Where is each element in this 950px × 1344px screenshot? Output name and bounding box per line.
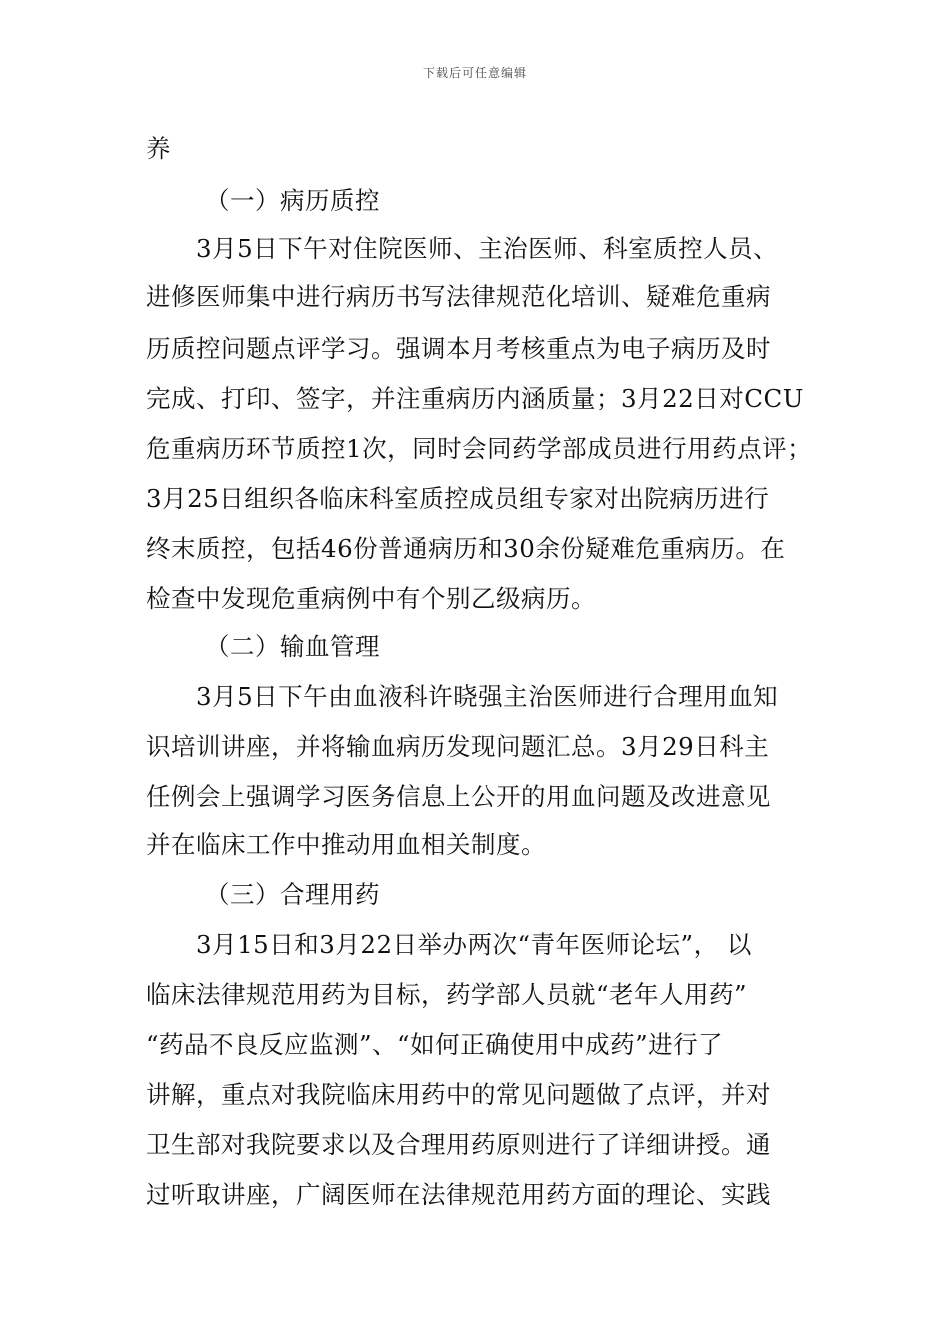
- body-text-line: 危重病历环节质控1次，同时会同药学部成员进行用药点评；: [146, 434, 813, 463]
- page-header: 下载后可任意编辑: [422, 66, 527, 80]
- section-heading: （一）病历质控: [205, 186, 380, 215]
- body-text-line: 识培训讲座，并将输血病历发现问题汇总。3月29日科主: [146, 732, 770, 761]
- body-text-line: 临床法律规范用药为目标，药学部人员就“老年人用药”: [146, 980, 748, 1009]
- body-text-line: 任例会上强调学习医务信息上公开的用血问题及改进意见: [146, 782, 771, 811]
- body-text-line: “药品不良反应监测”、“如何正确使用中成药”进行了: [146, 1030, 724, 1059]
- paragraph-first-line: 3月15日和3月22日举办两次“青年医师论坛”， 以: [196, 930, 752, 959]
- body-text-line: 完成、打印、签字，并注重病历内涵质量；3月22日对CCU: [146, 384, 804, 413]
- body-text-line: 讲解，重点对我院临床用药中的常见问题做了点评，并对: [146, 1080, 771, 1109]
- body-text-line: 终末质控，包括46份普通病历和30余份疑难危重病历。在: [146, 534, 786, 563]
- section-heading: （三）合理用药: [205, 880, 380, 909]
- paragraph-first-line: 3月5日下午对住院医师、主治医师、科室质控人员、: [196, 234, 779, 263]
- body-text-line: 历质控问题点评学习。强调本月考核重点为电子病历及时: [146, 334, 771, 363]
- body-text-line: 养: [146, 134, 171, 163]
- body-text-line: 过听取讲座，广阔医师在法律规范用药方面的理论、实践: [146, 1180, 771, 1209]
- body-text-line: 3月25日组织各临床科室质控成员组专家对出院病历进行: [146, 484, 770, 513]
- body-text-line: 卫生部对我院要求以及合理用药原则进行了详细讲授。通: [146, 1130, 771, 1159]
- section-heading: （二）输血管理: [205, 632, 380, 661]
- body-text-line: 进修医师集中进行病历书写法律规范化培训、疑难危重病: [146, 282, 771, 311]
- body-text-line: 检查中发现危重病例中有个别乙级病历。: [146, 584, 596, 613]
- body-text-line: 并在临床工作中推动用血相关制度。: [146, 830, 546, 859]
- paragraph-first-line: 3月5日下午由血液科许晓强主治医师进行合理用血知: [196, 682, 779, 711]
